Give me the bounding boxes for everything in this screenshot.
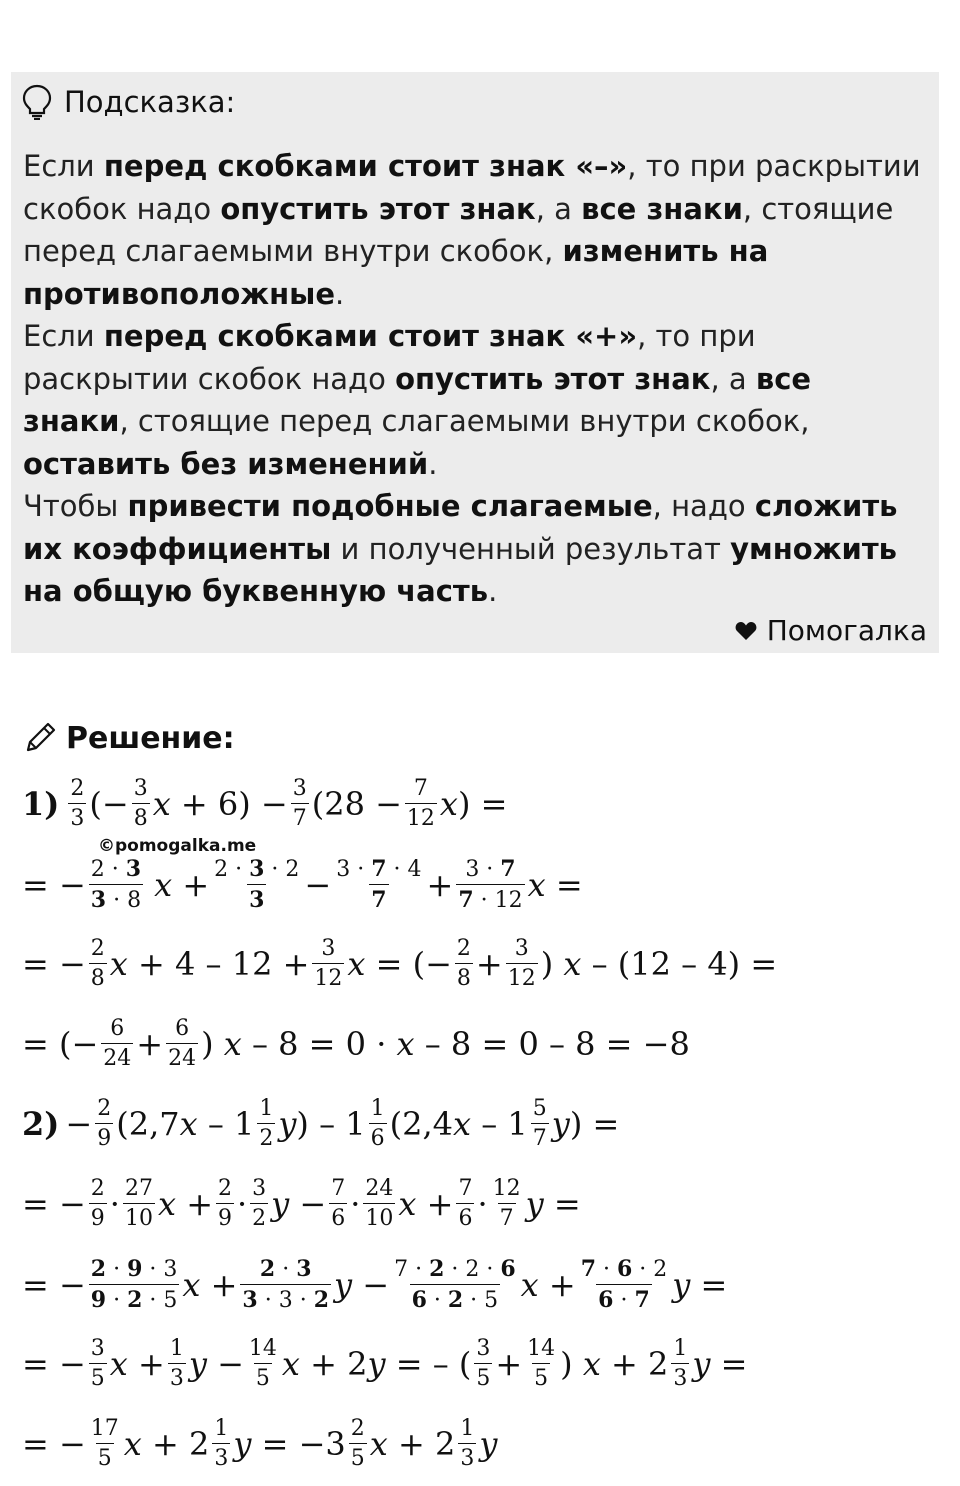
equation-line: = (− $\frac{6}{24}$ + $\frac{6}{24}$ ) x – 8 = 0 · x – 8 = 0 – 8 = −8 (22, 1016, 690, 1071)
equation-line: = − $\frac{2 \cdot 9 \cdot 3}{9 \cdot 2 \cdot 5}$ x + $\frac{2 \cdot 3}{3 \cdot 3 \cdot 2}$ y − $\frac{7 \cdot 2 \cdot 2 \cdot 6}{6 \cdot 2 \cdot 5}$ x + $\frac{7 \cdot 6 \cdot 2}{6 \cdot 7}$ y = (22, 1256, 728, 1313)
equation-line: 2) − $\frac{2}{9}$ (2,7 x – 1 $\frac{1}{2}$ y ) – 1 $\frac{1}{6}$ (2,4 x – 1 $\frac{5}{7}$ y ) = (22, 1096, 620, 1151)
equation-line: 1) $\frac{2}{3}$ (− $\frac{3}{8}$ x + 6) − $\frac{3}{7}$ (28 − $\frac{7}{12}$ x ) = (22, 776, 508, 831)
hint-paragraph-like-terms: Чтобы привести подобные слагаемые, надо сложить их коэффициенты и полученный результат умножить на общую буквенную часть. (23, 489, 898, 608)
hint-paragraph-plus: Если перед скобками стоит знак «+», то при раскрытии скобок надо опустить этот знак, а все знаки, стоящие перед слагаемыми внутри скобок, оставить без изменений. (23, 319, 812, 481)
watermark: ©pomogalka.me (98, 836, 257, 856)
equation-line: = − $\frac{2}{9}$ · $\frac{27}{10}$ x + $\frac{2}{9}$ · $\frac{3}{2}$ y − $\frac{7}{6}$ · $\frac{24}{10}$ x + $\frac{7}{6}$ · $\frac{12}{7}$ y = (22, 1176, 581, 1231)
brand-signature (735, 614, 927, 647)
equation-line: = − $\frac{2 \cdot 3}{3 \cdot 8}$ x + $\frac{2 \cdot 3 \cdot 2}{3}$ − $\frac{3 \cdot 7 \cdot 4}{7}$ + $\frac{3 \cdot 7}{7 \cdot 12}$ x = (22, 856, 583, 913)
hint-title: Подсказка: (64, 85, 236, 119)
lightbulb-icon (22, 84, 52, 120)
solution-header (22, 716, 235, 760)
brand-name: Помогалка (766, 614, 927, 647)
equation-line: = − $\frac{3}{5}$ x + $\frac{1}{3}$ y − $\frac{14}{5}$ x + 2 y = – ( $\frac{3}{5}$ + $\frac{14}{5}$ ) x + 2 $\frac{1}{3}$ y = (22, 1336, 748, 1391)
hint-paragraph-minus: Если перед скобками стоит знак «–», то при раскрытии скобок надо опустить этот знак, а все знаки, стоящие перед слагаемыми внутри скобок, изменить на противоположные. (23, 149, 921, 311)
pencil-icon (22, 720, 58, 756)
hint-header (22, 82, 235, 122)
heart-icon (735, 621, 757, 641)
equation-line: = − $\frac{17}{5}$ x + 2 $\frac{1}{3}$ y = −3 $\frac{2}{5}$ x + 2 $\frac{1}{3}$ y (22, 1416, 498, 1471)
solution-title: Решение: (66, 720, 235, 756)
equation-line: = − $\frac{2}{8}$ x + 4 – 12 + $\frac{3}{12}$ x = (− $\frac{2}{8}$ + $\frac{3}{12}$ ) x – (12 – 4) = (22, 936, 778, 991)
